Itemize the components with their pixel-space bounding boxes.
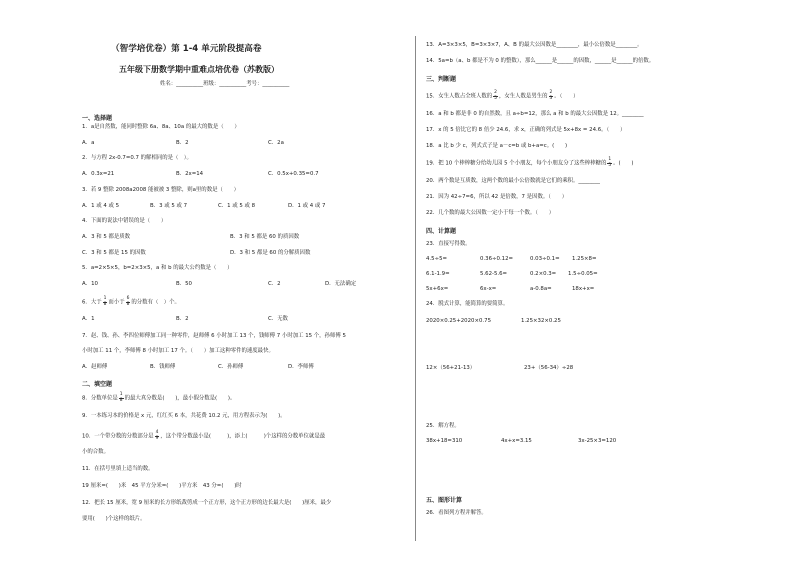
question-6: 6．大于 $\frac{1}{8}$ 而小于 $\frac{6}{8}$ 的分数有（ ）个。 — [82, 296, 180, 307]
paper-title: （智学培优卷）第 1-4 单元阶段提高卷 — [111, 44, 262, 54]
q23-item: 6x-x= — [480, 286, 497, 292]
question-1: 1．a是自然数，能同时整除 6a、8a、10a 的最大的数是（ ） — [82, 124, 240, 130]
question-11-blanks: 19 厘米=( )米 45 平方分米=( )平方米 43 分=( )时 — [82, 483, 242, 489]
question-21: 21．因为 42÷7=6，所以 42 是倍数，7 是因数。（ ） — [426, 194, 568, 200]
fraction: $\frac{1}{8}$ — [119, 392, 123, 403]
question-7-line2: 小时加工 11 个，李师傅 8 小时加工 17 个。（ ）加工这种零件的速度最快。 — [82, 348, 274, 354]
section-fill-heading: 二、填空题 — [82, 381, 113, 388]
section-geometry-heading: 五、图形计算 — [426, 497, 463, 504]
q24-item: 2020×0.25+2020×0.75 — [426, 318, 491, 324]
question-13: 13．A=3×3×5，B=3×3×7，A、B 的最大公因数是________，最小公倍数是________。 — [426, 42, 643, 48]
q23-item: 1.5÷0.05= — [568, 271, 598, 277]
section-calc-heading: 四、计算题 — [426, 228, 457, 235]
q3-option-d: D．1 或 4 或 7 — [288, 203, 326, 209]
fraction: $\frac{6}{8}$ — [126, 296, 130, 307]
q5-option-a: A．10 — [82, 281, 98, 287]
q23-item: 0.2×0.3= — [530, 271, 557, 277]
question-18: 18．a 比 b 少 c，列式式子是 a－c=b 或 b+a=c。( ) — [426, 143, 568, 149]
q25-item: 4x+x=3.15 — [501, 438, 532, 444]
question-10-line2: 小的合数。 — [82, 449, 109, 455]
question-7-line1: 7．赵、钱、孙、李四位师傅加工同一种零件，赵师傅 6 小时加工 13 个，钱师傅 7 小时加工 15 个，孙师傅 5 — [82, 333, 346, 339]
q6-option-c: C．无数 — [268, 316, 288, 322]
fraction: $\frac{2}{3}$ — [549, 90, 553, 101]
question-19: 19．把 10 个棒棒糖分给幼儿园 5 个小朋友，每个小朋友分了这些棒棒糖的 $\frac{1}{5}$ 。( ) — [426, 157, 634, 168]
q6-option-a: A．1 — [82, 316, 95, 322]
q3-option-b: B．3 或 5 或 7 — [150, 203, 188, 209]
question-3: 3．若 9 整除 2008a2008 能被被 3 整除，则a里的数是（ ） — [82, 187, 240, 193]
question-25: 25．解方程。 — [426, 423, 460, 429]
question-10: 10．一个带分数的分数部分是 $\frac{4}{9}$ ，这个带分数最小是( )，添上( )个这样的分数单位就是最 — [82, 430, 326, 441]
question-24: 24．脱式计算，能简算的要简算。 — [426, 301, 509, 307]
q7-option-a: A．赵师傅 — [82, 364, 108, 370]
q5-option-d: D．无法确定 — [325, 281, 357, 287]
section-judge-heading: 三、判断题 — [426, 76, 457, 83]
q23-item: 5x+6x= — [426, 286, 449, 292]
q23-item: 18x+x= — [572, 286, 595, 292]
q25-item: 3x-25×3=120 — [578, 438, 617, 444]
q23-item: 0.36÷0.12= — [480, 256, 514, 262]
q7-option-b: B．钱师傅 — [150, 364, 176, 370]
q23-item: 0.03÷0.1= — [530, 256, 560, 262]
q3-option-c: C．1 或 5 或 8 — [218, 203, 256, 209]
question-9: 9．一本练习本的价格是 x 元，红红买 6 本，共花费 10.2 元，用方程表示为( )。 — [82, 413, 286, 419]
paper-subtitle: 五年级下册数学期中重难点培优卷（苏教版） — [119, 65, 279, 74]
q1-option-a: A．a — [82, 140, 95, 146]
student-info-line: 姓名：__________班级：__________考号：__________ — [160, 81, 290, 87]
question-5: 5．a=2×5×5，b=2×3×5，a 和 b 的最大公约数是（ ） — [82, 265, 233, 271]
q4-option-d: D．3 和 5 都是 60 的分解质因数 — [230, 250, 311, 256]
question-20: 20．两个数是互质数，这两个数的最小公倍数就是它们的乘积。________ — [426, 178, 600, 184]
q24-item: 12×（56+21-13） — [426, 365, 476, 371]
question-11: 11．在括号里填上适当的数。 — [82, 466, 154, 472]
q7-option-d: D．李师傅 — [288, 364, 314, 370]
q7-option-c: C．孙师傅 — [218, 364, 244, 370]
fraction: $\frac{2}{5}$ — [494, 90, 497, 101]
q6-option-b: B．2 — [176, 316, 189, 322]
fraction: $\frac{1}{8}$ — [103, 296, 107, 307]
question-4: 4．下面的说法中错误的是（ ） — [82, 218, 167, 224]
question-26: 26．看图列方程并解答。 — [426, 510, 487, 516]
q23-item: a-0.8a= — [530, 286, 552, 292]
q5-option-c: C．2 — [268, 281, 281, 287]
q23-item: 6.1-1.9= — [426, 271, 450, 277]
question-8: 8．分数单位是 $\frac{1}{8}$ 的最大真分数是( )，最小假分数是( )。 — [82, 392, 236, 403]
q23-item: 4.5÷5= — [426, 256, 448, 262]
question-14: 14．5a=b（a、b 都是不为 0 的整数），那么______是______的因数，______是______的倍数。 — [426, 58, 655, 64]
q23-item: 1.25×8= — [572, 256, 597, 262]
q1-option-c: C．2a — [268, 140, 284, 146]
q2-option-c: C．0.5x+0.35=0.7 — [268, 171, 319, 177]
question-22: 22．几个数的最大公因数一定小于每一个数。（ ） — [426, 210, 555, 216]
question-12-line2: 要用( )个这样的纸片。 — [82, 516, 146, 522]
question-2: 2．与方程 2x-0.7=0.7 的解相同的是（ ）。 — [82, 155, 192, 161]
fraction: $\frac{1}{5}$ — [608, 157, 612, 168]
q4-option-b: B．3 和 5 都是 60 的质因数 — [230, 234, 300, 240]
question-16: 16．a 和 b 都是非 0 的自然数，且 a÷b=12，那么 a 和 b 的最大公因数是 12。________ — [426, 111, 644, 117]
column-divider — [415, 36, 416, 541]
q1-option-b: B．2 — [176, 140, 189, 146]
question-12-line1: 12．把长 15 厘米，宽 9 厘米的长方形纸裁剪成一个正方形，这个正方形的边长最大是( )厘米，最少 — [82, 500, 332, 506]
q4-option-c: C．3 和 5 都是 15 的因数 — [82, 250, 146, 256]
q23-item: 5.62-5.6= — [480, 271, 508, 277]
q4-option-a: A．3 和 5 都是质数 — [82, 234, 131, 240]
q2-option-a: A．0.3x=21 — [82, 171, 115, 177]
fraction: $\frac{4}{9}$ — [155, 430, 159, 441]
question-23: 23．直接写得数。 — [426, 241, 471, 247]
question-17: 17．x 的 5 倍比它的 8 倍少 24.6，求 x，正确的列式是 5x+8x = 24.6。（ ） — [426, 127, 626, 133]
q2-option-b: B．2x=14 — [176, 171, 204, 177]
q24-item: 23+（56-34）÷28 — [524, 365, 574, 371]
q5-option-b: B．50 — [176, 281, 192, 287]
q24-item: 1.25×32×0.25 — [521, 318, 561, 324]
section-choice-heading: 一、选择题 — [82, 115, 113, 122]
question-15: 15．女生人数占全班人数的 $\frac{2}{5}$ ，女生人数是男生的 $\frac{2}{3}$ 。（ ） — [426, 90, 579, 101]
q3-option-a: A．1 或 4 或 5 — [82, 203, 120, 209]
q25-item: 38x+18=310 — [426, 438, 463, 444]
